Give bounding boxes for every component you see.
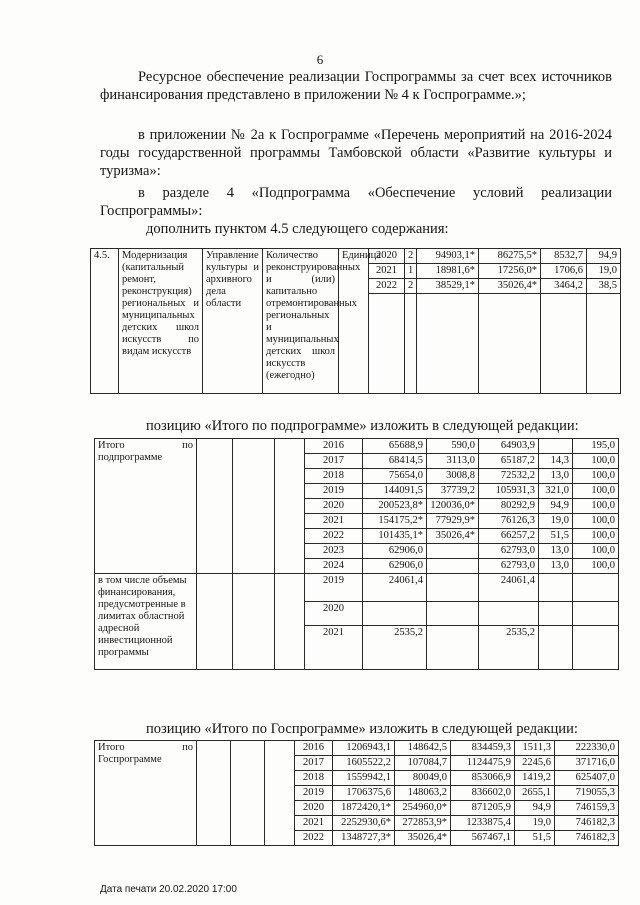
federal-cell: 107084,7 [395, 756, 451, 771]
local-cell: 94,9 [539, 499, 573, 514]
year-cell: 2021 [295, 816, 333, 831]
extra-cell: 100,0 [573, 484, 619, 499]
local-cell [539, 602, 573, 626]
year-cell: 2020 [369, 249, 405, 264]
regional-cell: 64903,9 [479, 439, 539, 454]
federal-cell: 272853,9* [395, 816, 451, 831]
federal-cell [427, 544, 479, 559]
caption-program-total: позицию «Итого по Госпрограмме» изложить в следующей редакции: [146, 721, 578, 737]
total-cell: 2252930,6* [333, 816, 395, 831]
year-cell: 2019 [305, 484, 363, 499]
regional-cell: 3464,2 [541, 279, 587, 294]
regional-cell: 72532,2 [479, 469, 539, 484]
federal-cell: 35026,4* [427, 529, 479, 544]
federal-cell [427, 559, 479, 574]
table-row [95, 574, 619, 602]
local-cell: 1419,2 [515, 771, 555, 786]
program-total-label: Итого по Госпрограмме [95, 741, 197, 846]
year-cell: 2021 [369, 264, 405, 279]
year-cell: 2021 [305, 514, 363, 529]
item-4-5-table [90, 248, 621, 394]
regional-cell: 65187,2 [479, 454, 539, 469]
total-cell: 38529,1* [417, 279, 479, 294]
table-row [95, 741, 619, 756]
regional-cell: 80292,9 [479, 499, 539, 514]
local-cell [539, 626, 573, 670]
year-cell: 2018 [305, 469, 363, 484]
extra-cell: 625407,0 [555, 771, 619, 786]
federal-cell: 35026,4* [479, 279, 541, 294]
extra-cell: 100,0 [573, 529, 619, 544]
local-cell: 13,0 [539, 469, 573, 484]
regional-cell: 836602,0 [451, 786, 515, 801]
federal-cell: 35026,4* [395, 831, 451, 846]
total-cell: 94903,1* [417, 249, 479, 264]
total-cell: 1706375,6 [333, 786, 395, 801]
regional-cell: 871205,9 [451, 801, 515, 816]
item-indicator: Количество реконструированных и (или) капитально отремонтированных региональных и муниципальных детских школ искусств (ежегодно) [263, 249, 339, 394]
total-cell: 144091,5 [363, 484, 427, 499]
local-cell: 94,9 [515, 801, 555, 816]
federal-cell: 37739,2 [427, 484, 479, 499]
total-cell: 2535,2 [363, 626, 427, 670]
investment-program-label: в том числе объемы финансирования, предусмотренные в лимитах областной адресной инвестиционной программы [95, 574, 197, 670]
year-cell: 2024 [305, 559, 363, 574]
extra-cell: 719055,3 [555, 786, 619, 801]
year-cell: 2020 [305, 499, 363, 514]
subprogram-total-table [94, 438, 619, 670]
federal-cell: 77929,9* [427, 514, 479, 529]
paragraph-resource-support: Ресурсное обеспечение реализации Госпрограммы за счет всех источников финансирования представлено в приложении № 4 к Госпрограмме.»; [100, 69, 612, 103]
local-cell: 94,9 [587, 249, 621, 264]
regional-cell: 1124475,9 [451, 756, 515, 771]
extra-cell: 222330,0 [555, 741, 619, 756]
subprogram-total-label: Итого по подпрограмме [95, 439, 197, 574]
page-number: 6 [316, 52, 324, 67]
extra-cell: 746182,3 [555, 831, 619, 846]
regional-cell [479, 602, 539, 626]
federal-cell: 120036,0* [427, 499, 479, 514]
local-cell: 321,0 [539, 484, 573, 499]
federal-cell: 254960,0* [395, 801, 451, 816]
quantity-cell: 1 [405, 264, 417, 279]
year-cell: 2022 [369, 279, 405, 294]
year-cell: 2018 [295, 771, 333, 786]
paragraph-add-item: дополнить пунктом 4.5 следующего содержания: [146, 221, 449, 237]
total-cell: 62906,0 [363, 559, 427, 574]
regional-cell: 62793,0 [479, 544, 539, 559]
extra-cell: 746182,3 [555, 816, 619, 831]
extra-cell [573, 626, 619, 670]
extra-cell [573, 574, 619, 602]
extra-cell: 100,0 [573, 514, 619, 529]
regional-cell: 66257,2 [479, 529, 539, 544]
total-cell: 1348727,3* [333, 831, 395, 846]
item-unit: Единица [339, 249, 369, 394]
extra-cell: 371716,0 [555, 756, 619, 771]
regional-cell: 8532,7 [541, 249, 587, 264]
regional-cell: 105931,3 [479, 484, 539, 499]
year-cell: 2020 [295, 801, 333, 816]
federal-cell: 86275,5* [479, 249, 541, 264]
total-cell [363, 602, 427, 626]
quantity-cell: 2 [405, 249, 417, 264]
year-cell: 2022 [295, 831, 333, 846]
extra-cell: 100,0 [573, 559, 619, 574]
local-cell [539, 439, 573, 454]
extra-cell: 100,0 [573, 544, 619, 559]
total-cell: 65688,9 [363, 439, 427, 454]
year-cell: 2020 [305, 602, 363, 626]
total-cell: 200523,8* [363, 499, 427, 514]
regional-cell: 76126,3 [479, 514, 539, 529]
total-cell: 18981,6* [417, 264, 479, 279]
item-number: 4.5. [91, 249, 119, 394]
extra-cell: 100,0 [573, 499, 619, 514]
extra-cell: 195,0 [573, 439, 619, 454]
year-cell: 2017 [305, 454, 363, 469]
federal-cell: 148642,5 [395, 741, 451, 756]
extra-cell: 100,0 [573, 454, 619, 469]
year-cell: 2016 [305, 439, 363, 454]
local-cell: 2655,1 [515, 786, 555, 801]
total-cell: 68414,5 [363, 454, 427, 469]
total-cell: 1605522,2 [333, 756, 395, 771]
local-cell: 13,0 [539, 559, 573, 574]
year-cell: 2016 [295, 741, 333, 756]
paragraph-section-4: в разделе 4 «Подпрограмма «Обеспечение условий реализации Госпрограммы»: [100, 185, 612, 219]
total-cell: 1559942,1 [333, 771, 395, 786]
year-cell: 2022 [305, 529, 363, 544]
table-row [91, 249, 621, 264]
federal-cell: 590,0 [427, 439, 479, 454]
quantity-cell: 2 [405, 279, 417, 294]
year-cell: 2017 [295, 756, 333, 771]
total-cell: 154175,2* [363, 514, 427, 529]
federal-cell: 3113,0 [427, 454, 479, 469]
federal-cell: 80049,0 [395, 771, 451, 786]
local-cell: 19,0 [587, 264, 621, 279]
extra-cell [573, 602, 619, 626]
regional-cell: 1706,6 [541, 264, 587, 279]
local-cell: 1511,3 [515, 741, 555, 756]
federal-cell [427, 626, 479, 670]
federal-cell [427, 602, 479, 626]
print-date-footer: Дата печати 20.02.2020 17:00 [100, 884, 237, 895]
local-cell: 19,0 [515, 816, 555, 831]
item-executor: Управление культуры и архивного дела области [203, 249, 263, 394]
regional-cell: 2535,2 [479, 626, 539, 670]
federal-cell: 17256,0* [479, 264, 541, 279]
total-cell: 75654,0 [363, 469, 427, 484]
regional-cell: 853066,9 [451, 771, 515, 786]
total-cell: 62906,0 [363, 544, 427, 559]
local-cell: 13,0 [539, 544, 573, 559]
total-cell: 1206943,1 [333, 741, 395, 756]
year-cell: 2019 [305, 574, 363, 602]
total-cell: 1872420,1* [333, 801, 395, 816]
local-cell [539, 574, 573, 602]
local-cell: 19,0 [539, 514, 573, 529]
local-cell: 14,3 [539, 454, 573, 469]
extra-cell: 100,0 [573, 469, 619, 484]
total-cell: 101435,1* [363, 529, 427, 544]
caption-subprogram-total: позицию «Итого по подпрограмме» изложить в следующей редакции: [146, 418, 579, 434]
federal-cell: 148063,2 [395, 786, 451, 801]
extra-cell: 746159,3 [555, 801, 619, 816]
paragraph-appendix-2a: в приложении № 2а к Госпрограмме «Перечень мероприятий на 2016-2024 годы государственной программы Тамбовской области «Развитие культуры и туризма»: [100, 127, 612, 179]
item-name: Модернизация (капитальный ремонт, реконструкция) региональных и муниципальных детских школ искусств по видам искусств [119, 249, 203, 394]
year-cell: 2021 [305, 626, 363, 670]
local-cell: 51,5 [515, 831, 555, 846]
regional-cell: 834459,3 [451, 741, 515, 756]
local-cell: 51,5 [539, 529, 573, 544]
year-cell: 2019 [295, 786, 333, 801]
table-row [95, 439, 619, 454]
program-total-table [94, 740, 619, 846]
year-cell: 2023 [305, 544, 363, 559]
regional-cell: 567467,1 [451, 831, 515, 846]
federal-cell: 3008,8 [427, 469, 479, 484]
regional-cell: 1233875,4 [451, 816, 515, 831]
local-cell: 2245,6 [515, 756, 555, 771]
regional-cell: 24061,4 [479, 574, 539, 602]
regional-cell: 62793,0 [479, 559, 539, 574]
total-cell: 24061,4 [363, 574, 427, 602]
local-cell: 38,5 [587, 279, 621, 294]
federal-cell [427, 574, 479, 602]
